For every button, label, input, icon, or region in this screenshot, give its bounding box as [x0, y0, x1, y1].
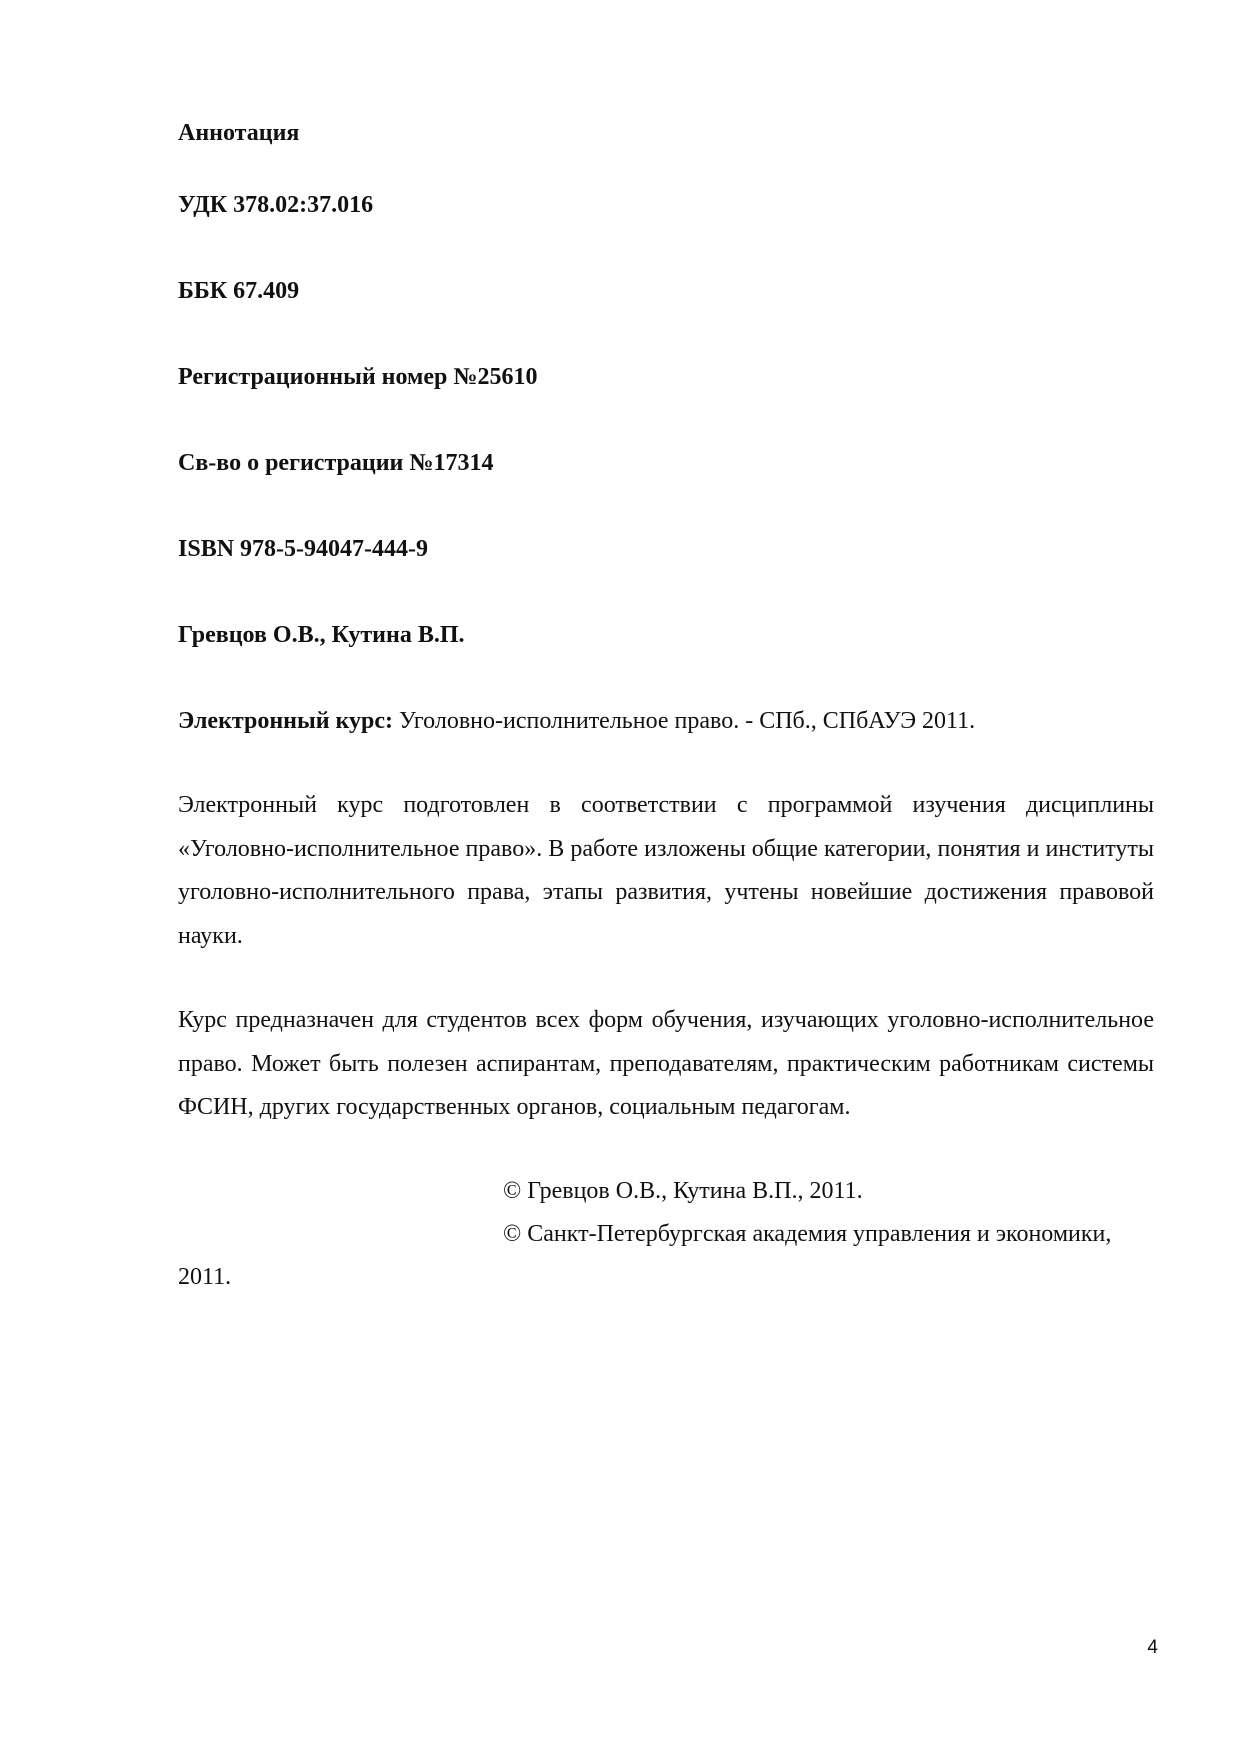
course-line — [178, 706, 975, 736]
course-text: Уголовно-исполнительное право. - СПб., СПбАУЭ 2011. — [393, 708, 976, 734]
audience-paragraph: Курс предназначен для студентов всех форм обучения, изучающих уголовно-исполнительное право. Может быть полезен аспирантам, преподавателям, практическим работникам системы ФСИН, других государственных органов, социальным педагогам. — [178, 1007, 1154, 1120]
course-label: Электронный курс: — [178, 708, 394, 734]
copyright-year: 2011. — [178, 1264, 232, 1290]
annotation-heading: Аннотация — [178, 120, 300, 146]
description-paragraph: Электронный курс подготовлен в соответствии с программой изучения дисциплины «Уголовно-исполнительное право». В работе изложены общие категории, понятия и институты уголовно-исполнительного права, этапы развития, учтены новейшие достижения правовой науки. — [178, 792, 1154, 949]
isbn: ISBN 978-5-94047-444-9 — [178, 536, 428, 562]
registration-certificate: Св-во о регистрации №17314 — [178, 450, 494, 476]
authors: Гревцов О.В., Кутина В.П. — [178, 622, 465, 648]
registration-number: Регистрационный номер №25610 — [178, 364, 538, 390]
page-number: 4 — [1147, 1637, 1158, 1658]
udk-code: УДК 378.02:37.016 — [178, 192, 374, 218]
copyright-authors: © Гревцов О.В., Кутина В.П., 2011. — [503, 1178, 863, 1204]
bbk-code: ББК 67.409 — [178, 278, 300, 304]
copyright-academy: © Санкт-Петербургская академия управления и экономики, — [503, 1221, 1112, 1247]
